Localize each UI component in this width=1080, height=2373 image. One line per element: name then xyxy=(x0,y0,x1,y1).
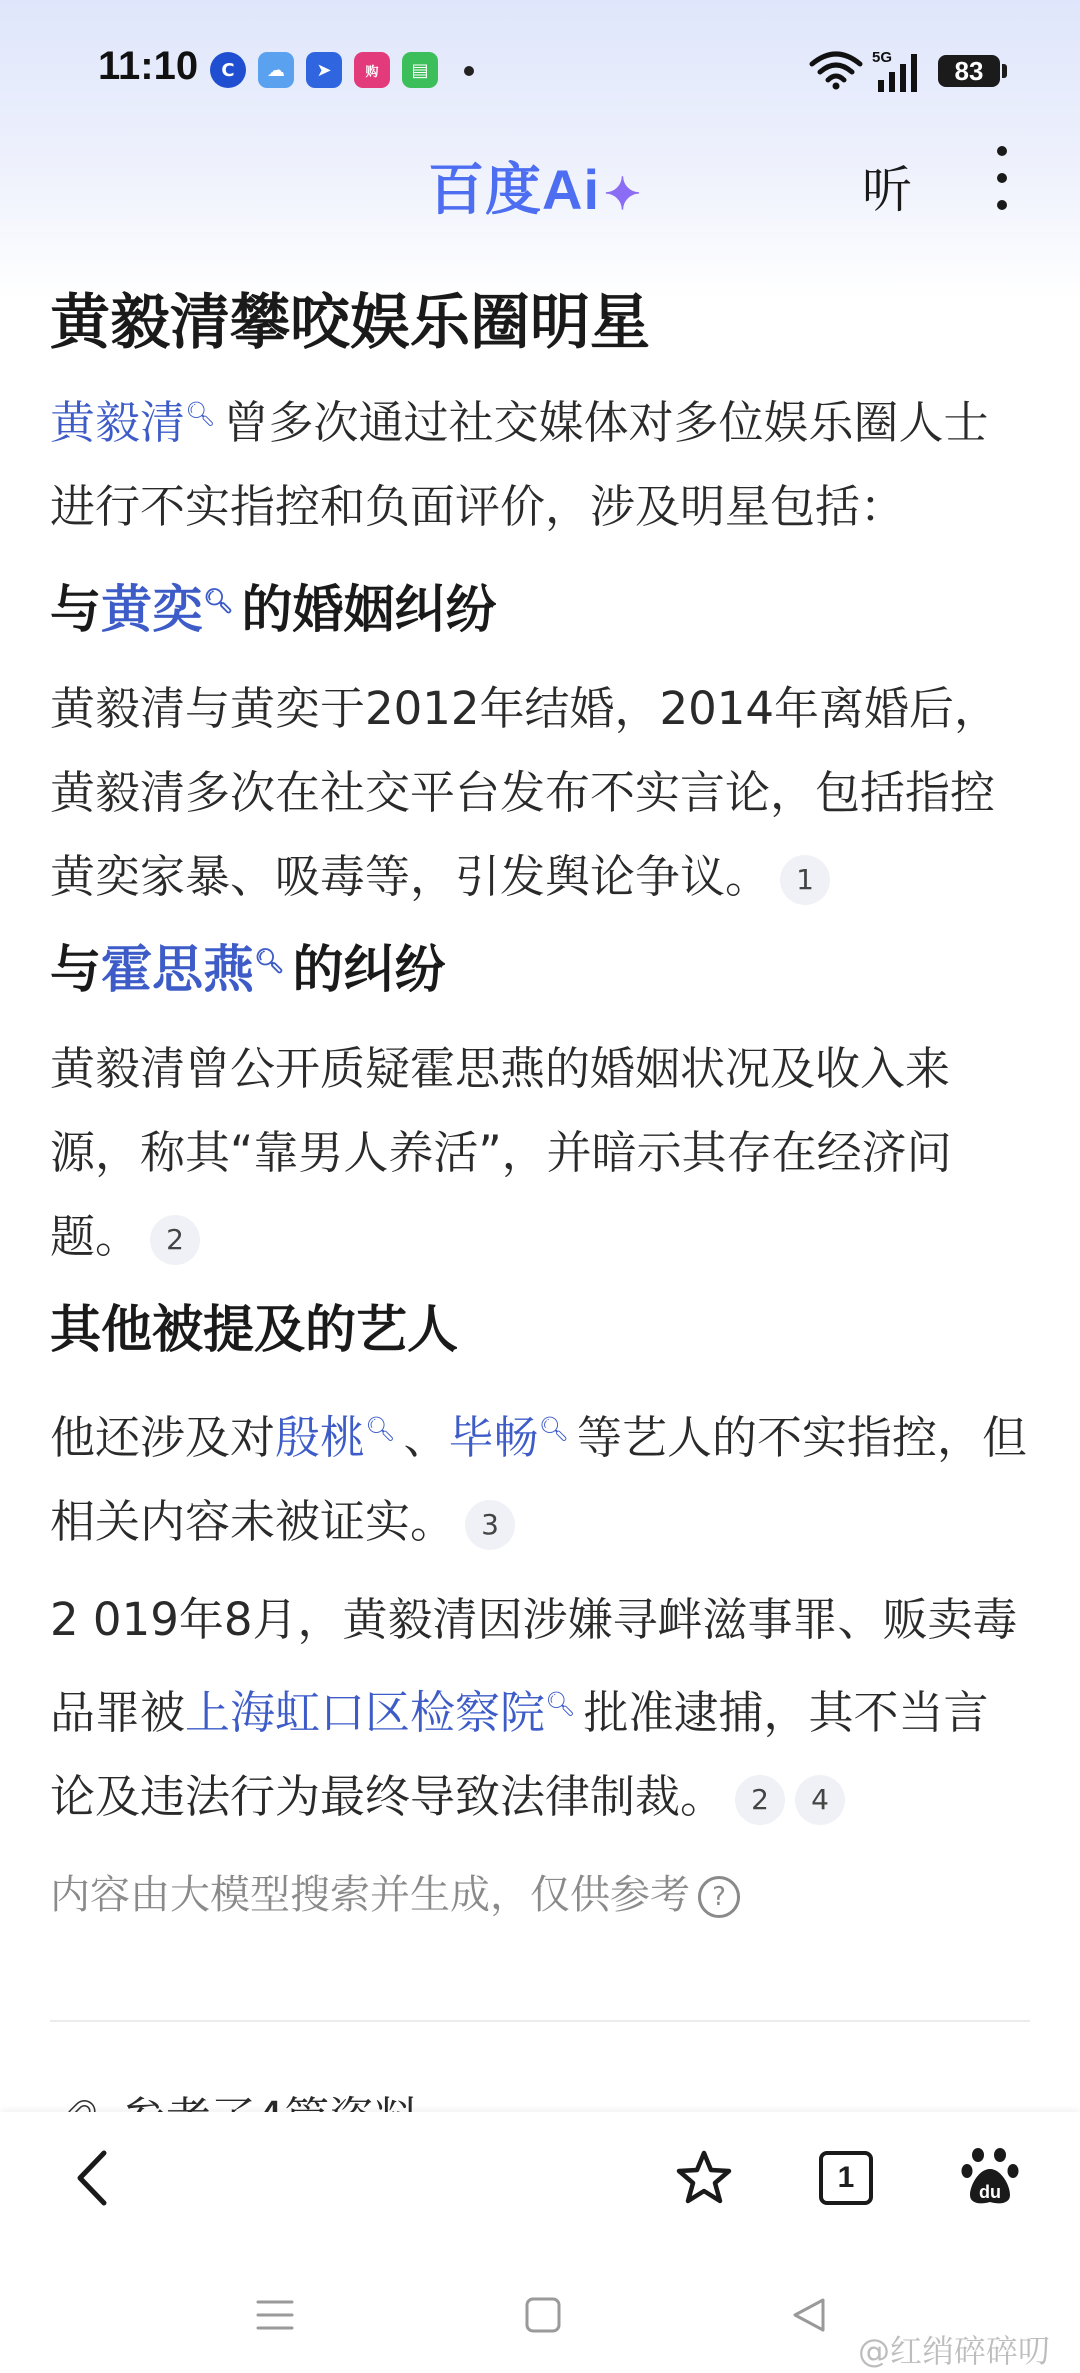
citation-badge[interactable]: 2 xyxy=(735,1775,785,1825)
more-options-button[interactable] xyxy=(990,146,1014,210)
citation-badge[interactable]: 3 xyxy=(465,1500,515,1550)
logo-text: 百度Ai xyxy=(428,158,600,221)
back-button[interactable] xyxy=(64,2148,120,2208)
square-home-icon xyxy=(524,2296,562,2334)
dot-icon xyxy=(997,200,1007,210)
battery-tip xyxy=(1002,64,1007,78)
search-icon[interactable]: 🔍︎ xyxy=(185,400,216,428)
triangle-back-icon xyxy=(790,2296,828,2334)
search-icon[interactable]: 🔍︎ xyxy=(254,947,285,975)
entity-link-huangyi[interactable]: 黄奕 xyxy=(101,581,204,640)
references-toggle[interactable] xyxy=(50,2068,650,2114)
section-body-huosiyan: 黄毅清曾公开质疑霍思燕的婚姻状况及收入来源，称其“靠男人养活”，并暗示其存在经济问题。 2 xyxy=(50,1042,952,1263)
cellular-signal-icon xyxy=(872,48,928,94)
entity-link-bichang[interactable]: 毕畅 xyxy=(448,1411,539,1464)
baidu-paw-icon xyxy=(961,2145,1019,2207)
messages-notification-icon: ▤ xyxy=(402,52,438,88)
feishu-notification-icon: ➤ xyxy=(306,52,342,88)
app-notification-icon: C xyxy=(210,52,246,88)
status-bar xyxy=(0,0,1080,140)
network-type-label: 5G xyxy=(872,49,893,66)
wifi-icon xyxy=(808,50,864,90)
baidu-home-button[interactable] xyxy=(958,2142,1022,2210)
entity-link-yintao[interactable]: 殷桃 xyxy=(275,1411,366,1464)
chevron-left-icon xyxy=(74,2149,110,2207)
citation-badge[interactable]: 1 xyxy=(780,855,830,905)
system-back-button[interactable] xyxy=(788,2294,830,2336)
dot-icon xyxy=(997,173,1007,183)
section-body-others: 他还涉及对殷桃🔍︎ 、毕畅🔍︎ 等艺人的不实指控，但相关内容未被证实。 3 xyxy=(50,1411,1028,1548)
divider xyxy=(50,2020,1030,2022)
answer-title: 黄毅清攀咬娱乐圈明星 xyxy=(50,288,650,358)
tabs-button[interactable] xyxy=(816,2148,876,2208)
search-icon[interactable]: 🔍︎ xyxy=(365,1415,396,1443)
section-heading-huangyi: 与黄奕🔍︎ 的婚姻纠纷 xyxy=(50,581,497,640)
home-button[interactable] xyxy=(522,2294,564,2336)
sparkle-icon: ✦ xyxy=(604,170,642,219)
star-icon xyxy=(674,2148,734,2208)
ai-disclaimer: 内容由大模型搜索并生成，仅供参考 ? xyxy=(50,1859,1030,1931)
section-heading-huosiyan: 与霍思燕🔍︎ 的纠纷 xyxy=(50,941,446,1000)
shopping-notification-icon: 购 xyxy=(354,52,390,88)
citation-badge[interactable]: 2 xyxy=(150,1215,200,1265)
weather-notification-icon: ☁ xyxy=(258,52,294,88)
intro-text: 曾多次通过社交媒体对多位娱乐圈人士进行不实指控和负面评价，涉及明星包括： xyxy=(50,396,989,533)
entity-link-huosiyan[interactable]: 霍思燕 xyxy=(101,941,255,1000)
bottom-navigation xyxy=(0,2112,1080,2242)
search-icon[interactable]: 🔍︎ xyxy=(203,587,234,615)
recent-apps-button[interactable] xyxy=(254,2294,296,2336)
help-icon[interactable]: ? xyxy=(698,1876,740,1918)
menu-icon xyxy=(256,2298,294,2332)
search-icon[interactable]: 🔍︎ xyxy=(545,1690,576,1718)
search-icon[interactable]: 🔍︎ xyxy=(538,1415,569,1443)
final-paragraph: 2 019年8月，黄毅清因涉嫌寻衅滋事罪、贩卖毒品罪被上海虹口区检察院🔍︎ 批准逮捕，其不当言论及违法行为最终导致法律制裁。 2 4 xyxy=(50,1593,1018,1823)
citation-badge[interactable]: 4 xyxy=(795,1775,845,1825)
listen-button[interactable]: 听 xyxy=(862,161,912,219)
more-notifications-icon xyxy=(464,66,474,76)
entity-link-procuratorate[interactable]: 上海虹口区检察院 xyxy=(185,1686,546,1739)
intro-paragraph xyxy=(50,372,1030,549)
entity-link-huangyiqing[interactable]: 黄毅清 xyxy=(50,396,186,449)
watermark: @红绡碎碎叨 xyxy=(858,2332,1051,2370)
baidu-ai-logo xyxy=(428,146,642,226)
dot-icon xyxy=(997,146,1007,156)
section-body-huangyi: 黄毅清与黄奕于2012年结婚，2014年离婚后，黄毅清多次在社交平台发布不实言论，包括指控黄奕家暴、吸毒等，引发舆论争议。 1 xyxy=(50,682,1000,903)
battery-indicator: 83 xyxy=(938,55,1000,87)
section-heading-others: 其他被提及的艺人 xyxy=(50,1301,459,1360)
tab-count: 1 xyxy=(819,2151,873,2205)
svg-text:du: du xyxy=(979,2182,1001,2202)
answer-content xyxy=(50,280,1030,1931)
favorite-button[interactable] xyxy=(672,2146,736,2210)
status-time: 11:10 xyxy=(98,44,199,88)
